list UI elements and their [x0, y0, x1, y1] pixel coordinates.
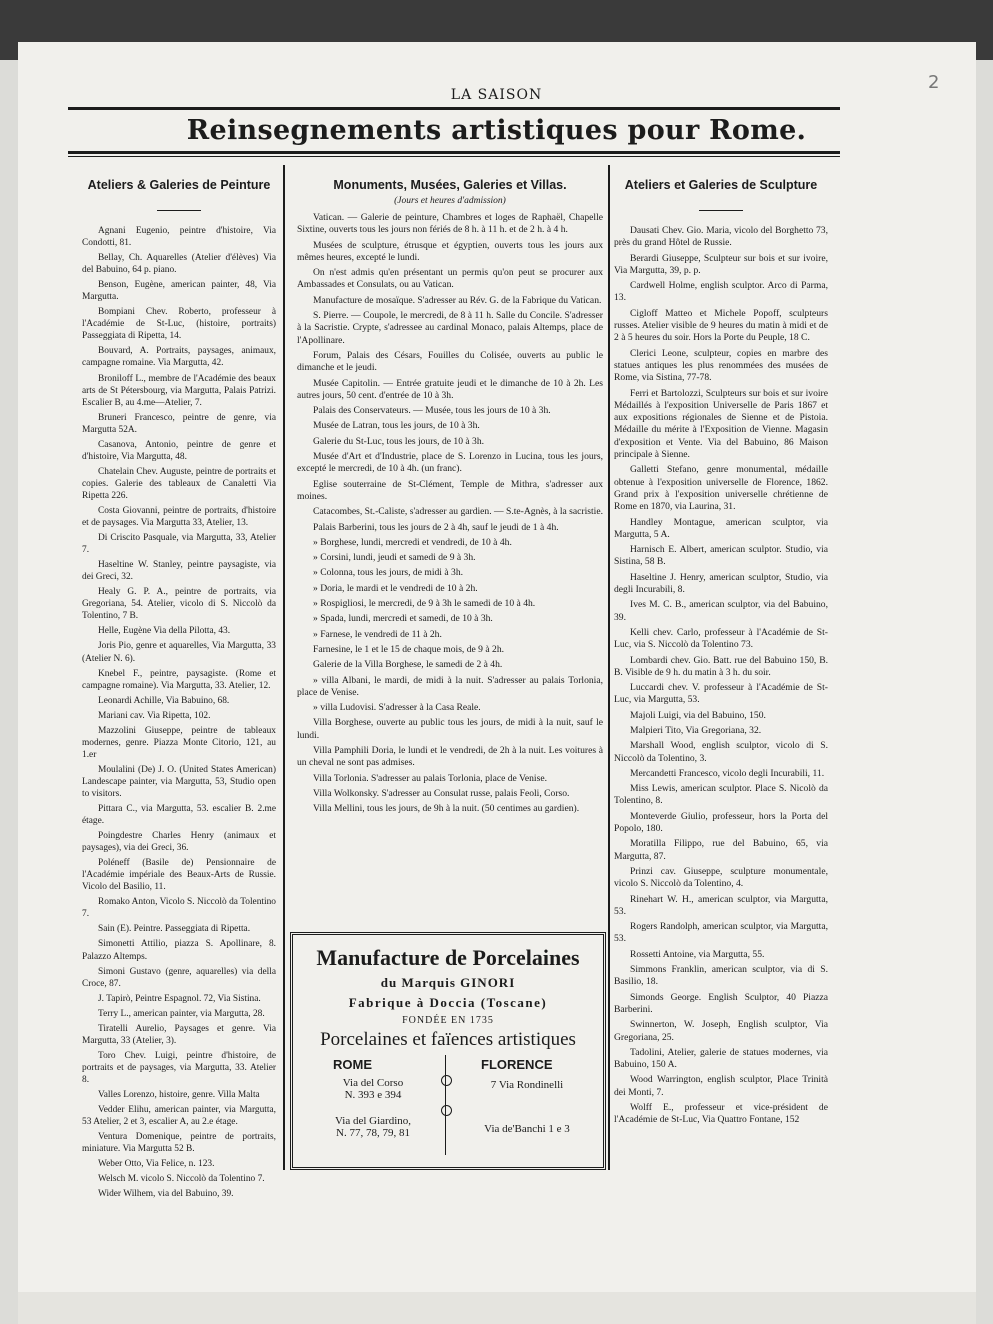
- sculptors-column: [614, 178, 828, 1130]
- list-item: Majoli Luigi, via del Babuino, 150.: [630, 709, 766, 721]
- list-item: Haseltine W. Stanley, peintre paysagiste, via dei Greci, 32.: [82, 560, 276, 583]
- list-item: Simoni Gustavo (genre, aquarelles) via della Croce, 87.: [82, 966, 276, 989]
- list-item: Agnani Eugenio, peintre d'histoire, Via Condotti, 81.: [82, 226, 276, 249]
- list-item: S. Pierre. — Coupole, le mercredi, de 8 à 11 h. Salle du Concile. S'adresser à la Sacristie. Crypte, s'adressee au cardinal Monaco, palais Altemps, place de l'Apollinare.: [297, 310, 603, 346]
- list-item: Clerici Leone, sculpteur, copies en marbre des statues antiques les plus renommées des musées de Rome, via Sistina, 77-78.: [614, 347, 828, 384]
- list-item: Haseltine J. Henry, american sculptor, Studio, via degli Incurabili, 8.: [614, 571, 828, 596]
- list-item: Rinehart W. H., american sculptor, via Margutta, 53.: [614, 893, 828, 917]
- list-item: Leonardi Achille, Via Babuino, 68.: [98, 695, 230, 706]
- list-item: Galerie du St-Luc, tous les jours, de 10 à 3h.: [313, 435, 485, 447]
- heading-dash: [699, 210, 743, 211]
- list-item: Villa Borghese, ouverte au public tous les jours, de midi à la nuit, sauf le lundi.: [297, 717, 603, 741]
- list-item: Forum, Palais des Césars, Fouilles du Colisée, ouverts au public le dimanche et le jeudi.: [297, 349, 603, 374]
- list-item: Terry L., american painter, via Margutta, 28.: [98, 1008, 265, 1019]
- list-item: Ferri et Bartolozzi, Sculpteurs sur bois et sur ivoire Médaillés à l'exposition Universelle de Paris 1867 et aux expositions régionales de Sienne et de Pistoia. Médaille du mérite à l'Exposition de Vienne. Magasin d'exposition et Vente. Via del Babuino, 86 Maison principale à Sienne.: [614, 387, 828, 461]
- list-item: Lombardi chev. Gio. Batt. rue del Babuino 150, B. B. Visible de 9 h. du matin à 3 h. du soir.: [614, 654, 828, 678]
- list-item: Marshall Wood, english sculptor, vicolo di S. Niccolò da Tolentino, 3.: [614, 740, 828, 764]
- list-item: Galerie de la Villa Borghese, le samedi de 2 à 4h.: [313, 659, 503, 671]
- list-item: Cardwell Holme, english sculptor. Arco di Parma, 13.: [614, 280, 828, 304]
- list-item: Mazzolini Giuseppe, peintre de tableaux modernes, genre. Piazza Monte Citorio, 121, au 1.er: [82, 725, 276, 760]
- list-item: Dausati Chev. Gio. Maria, vicolo del Borghetto 73, près du grand Hôtel de Russie.: [614, 225, 828, 249]
- title-rule-thin: [68, 156, 840, 157]
- list-item: On n'est admis qu'en présentant un permis qu'on peut se procurer aux Ambassades et Consulats, ou au Vatican.: [297, 267, 603, 291]
- list-item: Villa Pamphili Doria, le lundi et le vendredi, de 2h à la nuit. Les voitures à un cheval ne sont pas admises.: [297, 744, 603, 769]
- list-item: Catacombes, St.-Caliste, s'adresser au gardien. — S.te-Agnès, à la sacristie.: [313, 506, 603, 518]
- monuments-list: [297, 212, 603, 815]
- list-item: » Colonna, tous les jours, de midi à 3h.: [313, 567, 464, 579]
- list-item: Malpieri Tito, Via Gregoriana, 32.: [630, 724, 762, 736]
- list-item: Villa Mellini, tous les jours, de 9h à la nuit. (50 centimes au gardien).: [313, 803, 580, 815]
- list-item: Manufacture de mosaïque. S'adresser au Rév. G. de la Fabrique du Vatican.: [313, 294, 602, 306]
- ad-rome-address-2: Via del Giardino, N. 77, 78, 79, 81: [334, 1115, 411, 1139]
- list-item: Vatican. — Galerie de peinture, Chambres et loges de Raphaël, Chapelle Sixtine, ouverts tous les jours non fériés de 8 h. à 11 h. et de 2 h. à 4 h.: [297, 212, 603, 236]
- list-item: » villa Albani, le mardi, de midi à la nuit. S'adresser au palais Torlonia, place de Venise.: [297, 674, 603, 698]
- list-item: Moulalini (De) J. O. (United States American) Landescape painter, via Margutta, 53, Studio open to visitors.: [82, 764, 276, 799]
- ad-city-florence: FLORENCE: [481, 1057, 553, 1072]
- list-item: Chatelain Chev. Auguste, peintre de portraits et copies. Galerie des tableaux de Canaletti Via Ripetta 226.: [82, 466, 276, 501]
- list-item: » villa Ludovisi. S'adresser à la Casa Reale.: [313, 702, 481, 714]
- list-item: Moratilla Filippo, rue del Babuino, 65, via Margutta, 87.: [614, 838, 828, 862]
- list-item: Weber Otto, Via Felice, n. 123.: [98, 1159, 215, 1170]
- list-item: Tadolini, Atelier, galerie de statues modernes, via Babuino, 150 A.: [614, 1046, 828, 1071]
- ad-florence-address-2: Via de'Banchi 1 e 3: [484, 1123, 570, 1135]
- list-item: Simmons Franklin, american sculptor, via di S. Basilio, 18.: [614, 964, 828, 988]
- list-item: » Corsini, lundi, jeudi et samedi de 9 à 3h.: [313, 552, 476, 564]
- list-item: Villa Torlonia. S'adresser au palais Torlonia, place de Venise.: [313, 772, 547, 784]
- monuments-column: [297, 178, 603, 818]
- list-item: » Farnese, le vendredi de 11 à 2h.: [313, 628, 442, 640]
- title-rule: [68, 151, 840, 154]
- ad-founded: FONDÉE EN 1735: [402, 1015, 494, 1026]
- list-item: Prinzi cav. Giuseppe, sculpture monumentale, vicolo S. Niccolò da Tolentino, 4.: [614, 865, 828, 890]
- list-item: Palais des Conservateurs. — Musée, tous les jours de 10 à 3h.: [313, 405, 551, 417]
- list-item: Kelli chev. Carlo, professeur à l'Académie de St-Luc, via S. Niccolò da Tolentino 73.: [614, 626, 828, 651]
- list-item: Monteverde Giulio, professeur, hors la Porta del Popolo, 180.: [614, 810, 828, 835]
- ad-rome-address-1: Via del Corso N. 393 e 394: [342, 1077, 404, 1101]
- list-item: Ives M. C. B., american sculptor, via del Babuino, 39.: [614, 599, 828, 623]
- list-item: Di Criscito Pasquale, via Margutta, 33, Atelier 7.: [82, 533, 276, 556]
- list-item: Farnesine, le 1 et le 15 de chaque mois, de 9 à 2h.: [313, 643, 505, 655]
- list-item: Wider Wilhem, via del Babuino, 39.: [98, 1189, 234, 1200]
- monuments-heading: Monuments, Musées, Galeries et Villas.: [333, 178, 567, 192]
- list-item: Tiratelli Aurelio, Paysages et genre. Via Margutta, 33 (Atelier, 3).: [82, 1023, 276, 1046]
- painters-heading: Ateliers & Galeries de Peinture: [87, 178, 271, 192]
- list-item: Healy G. P. A., peintre de portraits, via Gregoriana, 54. Atelier, vicolo di S. Niccolò da Tolentino, 7 B.: [82, 587, 276, 622]
- list-item: Simonetti Attilio, piazza S. Apollinare, 8. Palazzo Altemps.: [82, 939, 276, 962]
- list-item: Poingdestre Charles Henry (animaux et paysages), via dei Greci, 36.: [82, 831, 276, 854]
- list-item: Costa Giovanni, peintre de portraits, d'histoire et de paysages. Via Margutta 33, Atelier, 13.: [82, 505, 276, 529]
- list-item: Bellay, Ch. Aquarelles (Atelier d'élèves) Via del Babuino, 64 p. piano.: [82, 253, 276, 276]
- list-item: Mariani cav. Via Ripetta, 102.: [98, 710, 211, 721]
- list-item: Galletti Stefano, genre monumental, médaille obtenue à l'exposition universelle de Florence, 1862. Grand prix à l'exposition universelle chrétienne de Rome en 1870, via Laurina, 31.: [614, 464, 828, 513]
- list-item: » Doria, le mardi et le vendredi de 10 à 2h.: [313, 582, 478, 594]
- heading-dash: [157, 210, 201, 211]
- ad-title: Manufacture de Porcelaines: [316, 945, 580, 970]
- ginori-advertisement: [290, 932, 606, 1170]
- list-item: Poléneff (Basile de) Pensionnaire de l'Académie impériale des Beaux-Arts de Russie. Vicolo del Basilio, 11.: [82, 858, 276, 893]
- list-item: Eglise souterraine de St-Clément, Temple de Mithra, s'adresser aux moines.: [297, 478, 603, 502]
- list-item: Wood Warrington, english sculptor, Place Trinità dei Monti, 7.: [614, 1074, 828, 1098]
- list-item: Rossetti Antoine, via Margutta, 55.: [630, 948, 765, 960]
- list-item: Mercandetti Francesco, vicolo degli Incurabili, 11.: [630, 767, 825, 779]
- list-item: Ventura Domenique, peintre de portraits, miniature. Via Margutta 52 B.: [82, 1132, 276, 1155]
- list-item: Valles Lorenzo, histoire, genre. Villa Malta: [98, 1090, 260, 1100]
- list-item: » Spada, lundi, mercredi et samedi, de 10 à 3h.: [313, 613, 493, 625]
- page-bottom-margin: [18, 1292, 976, 1324]
- list-item: Joris Pio, genre et aquarelles, Via Margutta, 33 (Atelier N. 6).: [82, 641, 276, 664]
- list-item: Wolff E., professeur et vice-président de l'Académie de St-Luc, Via Quattro Fontane, 152: [614, 1102, 828, 1126]
- list-item: Berardi Giuseppe, Sculpteur sur bois et sur ivoire, Via Margutta, 39, p. p.: [614, 252, 828, 276]
- ad-tagline: Porcelaines et faïences artistiques: [320, 1029, 576, 1050]
- list-item: Benson, Eugène, american painter, 48, Via Margutta.: [82, 280, 276, 303]
- publication-header: LA SAISON: [450, 87, 543, 103]
- list-item: Knebel F., peintre, paysagiste. (Rome et campagne romaine). Via Margutta, 33. Atelier, 12.: [82, 668, 276, 691]
- list-item: Welsch M. vicolo S. Niccolò da Tolentino 7.: [98, 1174, 265, 1185]
- ad-ornament: [441, 1075, 452, 1086]
- list-item: Rogers Randolph, american sculptor, via Margutta, 53.: [614, 921, 828, 945]
- ad-ornament: [441, 1105, 452, 1116]
- header-rule: [68, 107, 840, 110]
- monuments-subheading: (Jours et heures d'admission): [394, 196, 506, 206]
- list-item: Vedder Elihu, american painter, via Margutta, 53 Atelier, 2 et 3, escalier A, au 2.e étage.: [82, 1105, 276, 1128]
- list-item: Bouvard, A. Portraits, paysages, animaux, campagne romaine. Via Margutta, 42.: [82, 346, 276, 369]
- list-item: Broniloff L., membre de l'Académie des beaux arts de St Pétersbourg, via Margutta, Palais Patrizi. Escalier B, au 4.me—Atelier, 7.: [82, 373, 276, 408]
- list-item: Villa Wolkonsky. S'adresser au Consulat russe, palais Feoli, Corso.: [313, 787, 570, 799]
- column-divider-2: [608, 165, 610, 1170]
- page-number: 2: [928, 72, 940, 93]
- painters-column: [82, 178, 276, 1203]
- page-title: Reinsegnements artistiques pour Rome.: [186, 115, 807, 146]
- list-item: J. Tapirò, Peintre Espagnol. 72, Via Sistina.: [98, 993, 261, 1004]
- list-item: Harnisch E. Albert, american sculptor. Studio, via Sistina, 58 B.: [614, 544, 828, 568]
- column-divider-1: [283, 165, 285, 1170]
- ad-fabrique: Fabrique à Doccia (Toscane): [348, 995, 548, 1010]
- list-item: Romako Anton, Vicolo S. Niccolò da Tolentino 7.: [82, 897, 276, 920]
- list-item: Musée d'Art et d'Industrie, place de S. Lorenzo in Lucina, tous les jours, excepté le mercredi, de 10 à 4h. (un franc).: [297, 451, 603, 475]
- list-item: Musée Capitolin. — Entrée gratuite jeudi et le dimanche de 10 à 2h. Les autres jours, 50 cent. d'entrée de 10 à 3h.: [297, 377, 603, 401]
- list-item: Luccardi chev. V. professeur à l'Académie de St-Luc, via Margutta, 53.: [614, 682, 828, 706]
- sculptors-list: [614, 225, 828, 1127]
- list-item: Pittara C., via Margutta, 53. escalier B. 2.me étage.: [82, 804, 276, 827]
- list-item: » Rospigliosi, le mercredi, de 9 à 3h le samedi de 10 à 4h.: [313, 598, 536, 610]
- list-item: Musée de Latran, tous les jours, de 10 à 3h.: [313, 420, 480, 432]
- list-item: Handley Montague, american sculptor, via Margutta, 5 A.: [614, 516, 828, 540]
- list-item: Miss Lewis, american sculptor. Place S. Nicolò da Tolentino, 8.: [614, 783, 828, 807]
- list-item: Casanova, Antonio, peintre de genre et d'histoire, Via Margutta, 48.: [82, 439, 276, 462]
- list-item: Simonds George. English Sculptor, 40 Piazza Barberini.: [614, 991, 828, 1015]
- list-item: Palais Barberini, tous les jours de 2 à 4h, sauf le jeudi de 1 à 4h.: [313, 521, 559, 533]
- ad-maker: du Marquis GINORI: [380, 975, 516, 990]
- list-item: Bompiani Chev. Roberto, professeur à l'Académie de St-Luc, (histoire, portraits) Passeggiata di Ripetta, 14.: [82, 307, 276, 342]
- list-item: Toro Chev. Luigi, peintre d'histoire, de portraits et de paysages, via Margutta, 33. Atelier 8.: [82, 1050, 276, 1085]
- painters-list: [82, 225, 276, 1200]
- ad-florence-address-1: 7 Via Rondinelli: [490, 1079, 564, 1091]
- list-item: Bruneri Francesco, peintre de genre, via Margutta 52A.: [82, 412, 276, 435]
- sculptors-heading: Ateliers et Galeries de Sculpture: [624, 178, 818, 192]
- list-item: Swinnerton, W. Joseph, English sculptor, Via Gregoriana, 25.: [614, 1019, 828, 1043]
- list-item: Musées de sculpture, étrusque et égyptien, ouverts tous les jours aux mêmes heures, excepté le lundi.: [297, 239, 603, 263]
- list-item: Helle, Eugène Via della Pilotta, 43.: [98, 626, 231, 637]
- ad-city-rome: ROME: [333, 1057, 372, 1072]
- list-item: Cigloff Matteo et Michele Popoff, sculpteurs russes. Atelier visible de 9 heures du matin à midi et de 2 à 5 heures du soir. Hors la Porte du Peuple, 18 C.: [614, 307, 828, 344]
- list-item: » Borghese, lundi, mercredi et vendredi, de 10 à 4h.: [313, 536, 512, 548]
- list-item: Sain (E). Peintre. Passeggiata di Ripetta.: [98, 924, 251, 935]
